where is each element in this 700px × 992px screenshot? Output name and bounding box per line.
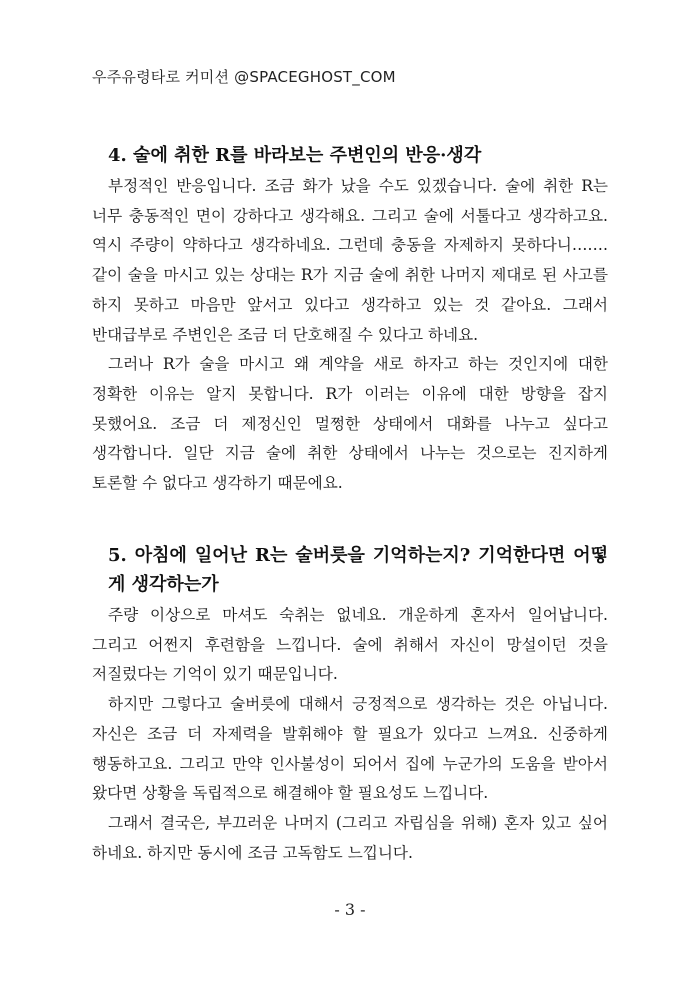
section-5-paragraph-3: 그래서 결국은, 부끄러운 나머지 (그리고 자립심을 위해) 혼자 있고 싶어 하네요. 하지만 동시에 조금 고독함도 느낍니다. bbox=[92, 813, 608, 862]
section-5 bbox=[92, 541, 608, 868]
section-4-paragraph-1: 부정적인 반응입니다. 조금 화가 났을 수도 있겠습니다. 술에 취한 R는 너무 충동적인 면이 강하다고 생각해요. 그리고 술에 서툴다고 생각하고요. 역시 주량이 약하다고 생각하네요. 그런데 충동을 자제하지 못하다니……. 같이 술을 마시고 있는 상대는 R가 지금 술에 취한 나머지 제대로 된 사고를 하지 못하고 마음만 앞서고 있다고 생각하고 있는 것 같아요. 그래서 반대급부로 주변인은 조금 더 단호해질 수 있다고 하네요. bbox=[92, 177, 608, 344]
page-header: 우주유령타로 커미션 @SPACEGHOST_COM bbox=[92, 68, 396, 86]
section-5-paragraph-1: 주량 이상으로 마셔도 숙취는 없네요. 개운하게 혼자서 일어납니다. 그리고 어쩐지 후련함을 느낍니다. 술에 취해서 자신이 망설이던 것을 저질렀다는 기억이 있기 때문입니다. bbox=[92, 606, 608, 684]
section-5-title: 5. 아침에 일어난 R는 술버릇을 기억하는지? 기억한다면 어떻게 생각하는가 bbox=[108, 545, 608, 595]
page-number: - 3 - bbox=[334, 900, 366, 919]
section-4 bbox=[92, 141, 608, 499]
section-5-paragraph-2: 하지만 그렇다고 술버릇에 대해서 긍정적으로 생각하는 것은 아닙니다. 자신은 조금 더 자제력을 발휘해야 할 필요가 있다고 느껴요. 신중하게 행동하고요. 그리고 만약 인사불성이 되어서 집에 누군가의 도움을 받아서 왔다면 상황을 독립적으로 해결해야 할 필요성도 느낍니다. bbox=[92, 695, 608, 803]
section-4-title: 4. 술에 취한 R를 바라보는 주변인의 반응·생각 bbox=[108, 145, 482, 166]
section-4-paragraph-2: 그러나 R가 술을 마시고 왜 계약을 새로 하자고 하는 것인지에 대한 정확한 이유는 알지 못합니다. R가 이러는 이유에 대한 방향을 잡지 못했어요. 조금 더 제정신인 멀쩡한 상태에서 대화를 나누고 싶다고 생각합니다. 일단 지금 술에 취한 상태에서 나누는 것으로는 진지하게 토론할 수 없다고 생각하기 때문에요. bbox=[92, 355, 608, 493]
